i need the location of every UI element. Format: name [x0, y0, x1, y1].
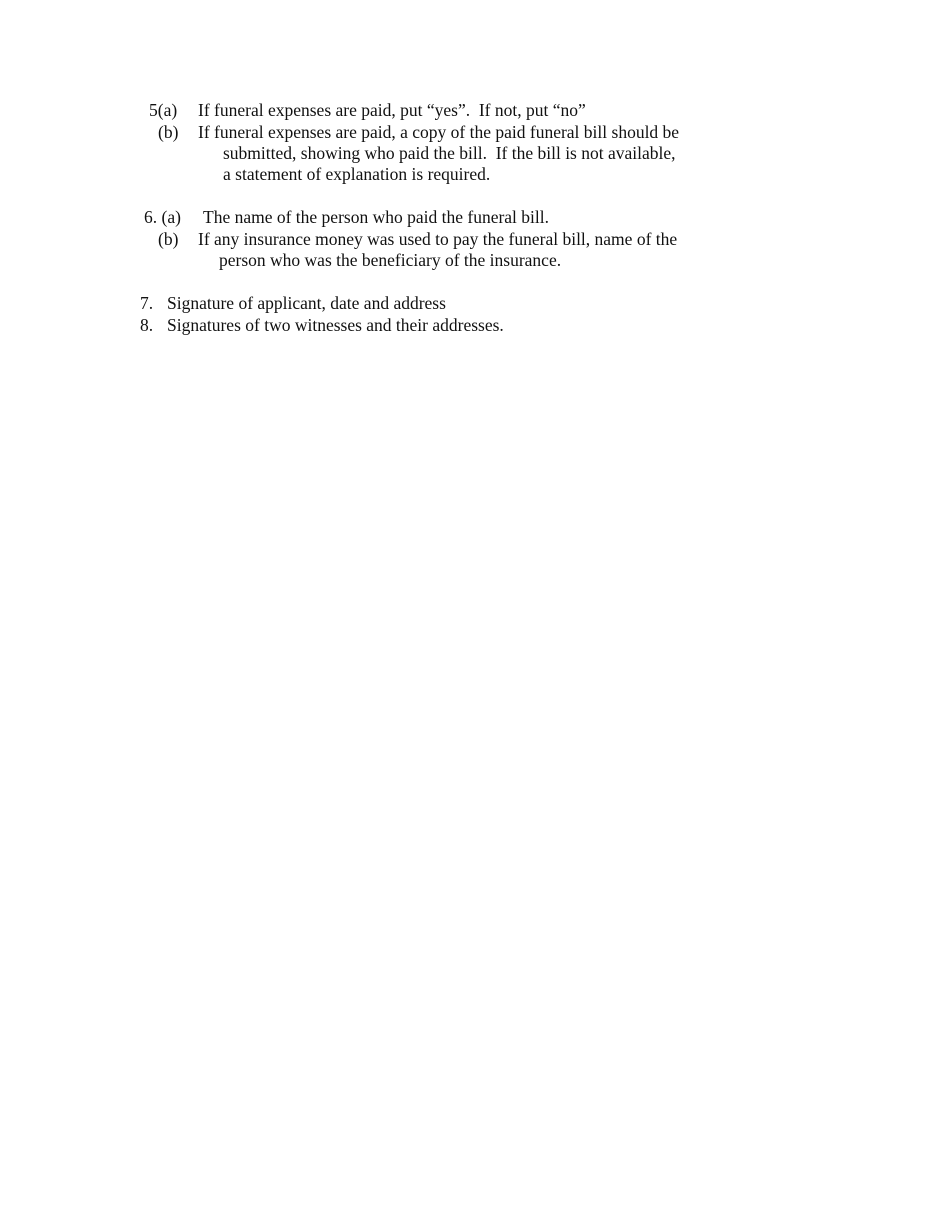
item-5b-marker: (b): [158, 122, 179, 142]
item-6b-line-1: If any insurance money was used to pay the funeral bill, name of the: [198, 229, 678, 249]
item-8-marker: 8.: [140, 315, 154, 335]
item-6a-text: The name of the person who paid the funeral bill.: [203, 207, 550, 227]
item-5a-marker: 5(a): [149, 100, 178, 120]
item-5b-line-3: a statement of explanation is required.: [223, 164, 491, 184]
item-8-text: Signatures of two witnesses and their addresses.: [167, 315, 504, 335]
item-5b-line-2: submitted, showing who paid the bill. If the bill is not available,: [223, 143, 676, 163]
item-6b-marker: (b): [158, 229, 179, 249]
item-5b-line-1: If funeral expenses are paid, a copy of the paid funeral bill should be: [198, 122, 680, 142]
item-7-marker: 7.: [140, 293, 154, 313]
item-7-text: Signature of applicant, date and address: [167, 293, 446, 313]
item-6b-line-2: person who was the beneficiary of the insurance.: [219, 250, 562, 270]
item-6a-marker: 6. (a): [144, 207, 181, 227]
item-5a-text: If funeral expenses are paid, put “yes”. If not, put “no”: [198, 100, 586, 120]
